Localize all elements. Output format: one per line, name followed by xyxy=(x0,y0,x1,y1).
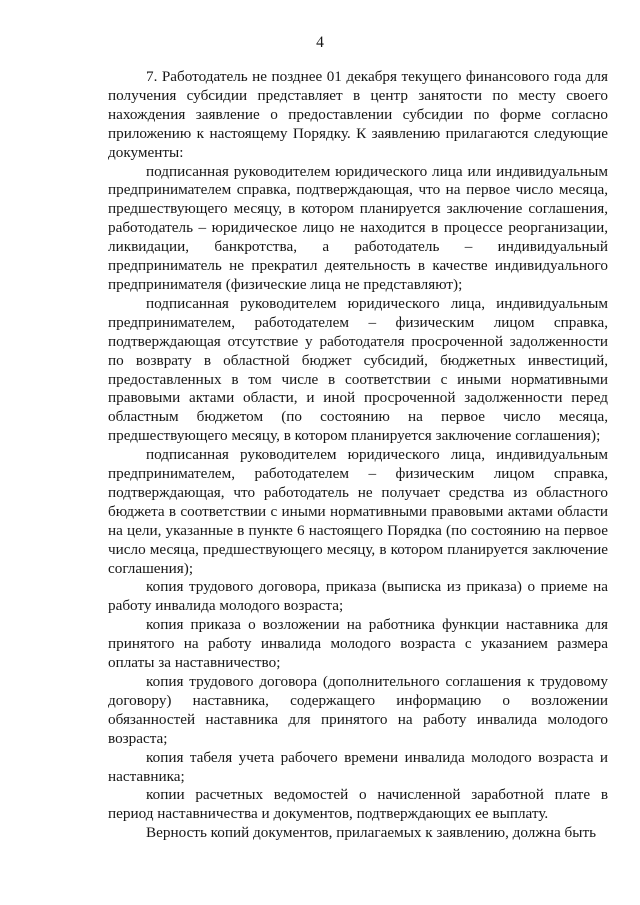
paragraph-mentor-order-copy: копия приказа о возложении на работника функции наставника для принятого на работу инвалида молодого возраста с указанием размера оплаты за наставничество; xyxy=(108,616,608,672)
paragraph-payroll-copies: копии расчетных ведомостей о начисленной заработной плате в период наставничества и документов, подтверждающих ее выплату. xyxy=(108,786,608,823)
paragraph-copies-verification: Верность копий документов, прилагаемых к заявлению, должна быть xyxy=(146,824,597,842)
paragraph-employment-contract-copy: копия трудового договора, приказа (выписка из приказа) о приеме на работу инвалида молодого возраста; xyxy=(108,578,608,615)
paragraph-no-debt-certificate: подписанная руководителем юридического лица, индивидуальным предпринимателем, работодателем – физическим лицом справка, подтверждающая отсутствие у работодателя просроченной задолженности по возврату в областной бюджет субсидий, бюджетных инвестиций, предоставленных в том числе в соответствии с иными нормативными правовыми актами области, и иной просроченной задолженности перед областным бюджетом (по состоянию на первое число месяца, предшествующего месяцу, в котором планируется заключение соглашения); xyxy=(108,294,608,445)
paragraph-item-7-intro: 7. Работодатель не позднее 01 декабря текущего финансового года для получения субсидии представляет в центр занятости по месту своего нахождения заявление о предоставлении субсидии по форме согласно приложению к настоящему Порядку. К заявлению прилагаются следующие документы: xyxy=(108,68,608,161)
paragraph-no-budget-funds-certificate: подписанная руководителем юридического лица, индивидуальным предпринимателем, работодателем – физическим лицом справка, подтверждающая, что работодатель не получает средства из областного бюджета в соответствии с иными нормативными правовыми актами области на цели, указанные в пункте 6 настоящего Порядка (по состоянию на первое число месяца, предшествующего месяцу, в котором планируется заключение соглашения); xyxy=(108,446,608,577)
document-body xyxy=(108,68,608,843)
page-number: 4 xyxy=(316,34,324,51)
paragraph-mentor-contract-copy: копия трудового договора (дополнительного соглашения к трудовому договору) наставника, содержащего информацию о возложении обязанностей наставника для принятого на работу инвалида молодого возраста; xyxy=(108,673,608,747)
paragraph-reorganization-certificate: подписанная руководителем юридического лица или индивидуальным предпринимателем справка, подтверждающая, что на первое число месяца, предшествующего месяцу, в котором планируется заключение соглашения, работодатель – юридическое лицо не находится в процессе реорганизации, ликвидации, банкротства, а работодатель – индивидуальный предприниматель не прекратил деятельность в качестве индивидуального предпринимателя (физические лица не представляют); xyxy=(108,162,608,293)
paragraph-timesheet-copy: копия табеля учета рабочего времени инвалида молодого возраста и наставника; xyxy=(108,748,608,785)
